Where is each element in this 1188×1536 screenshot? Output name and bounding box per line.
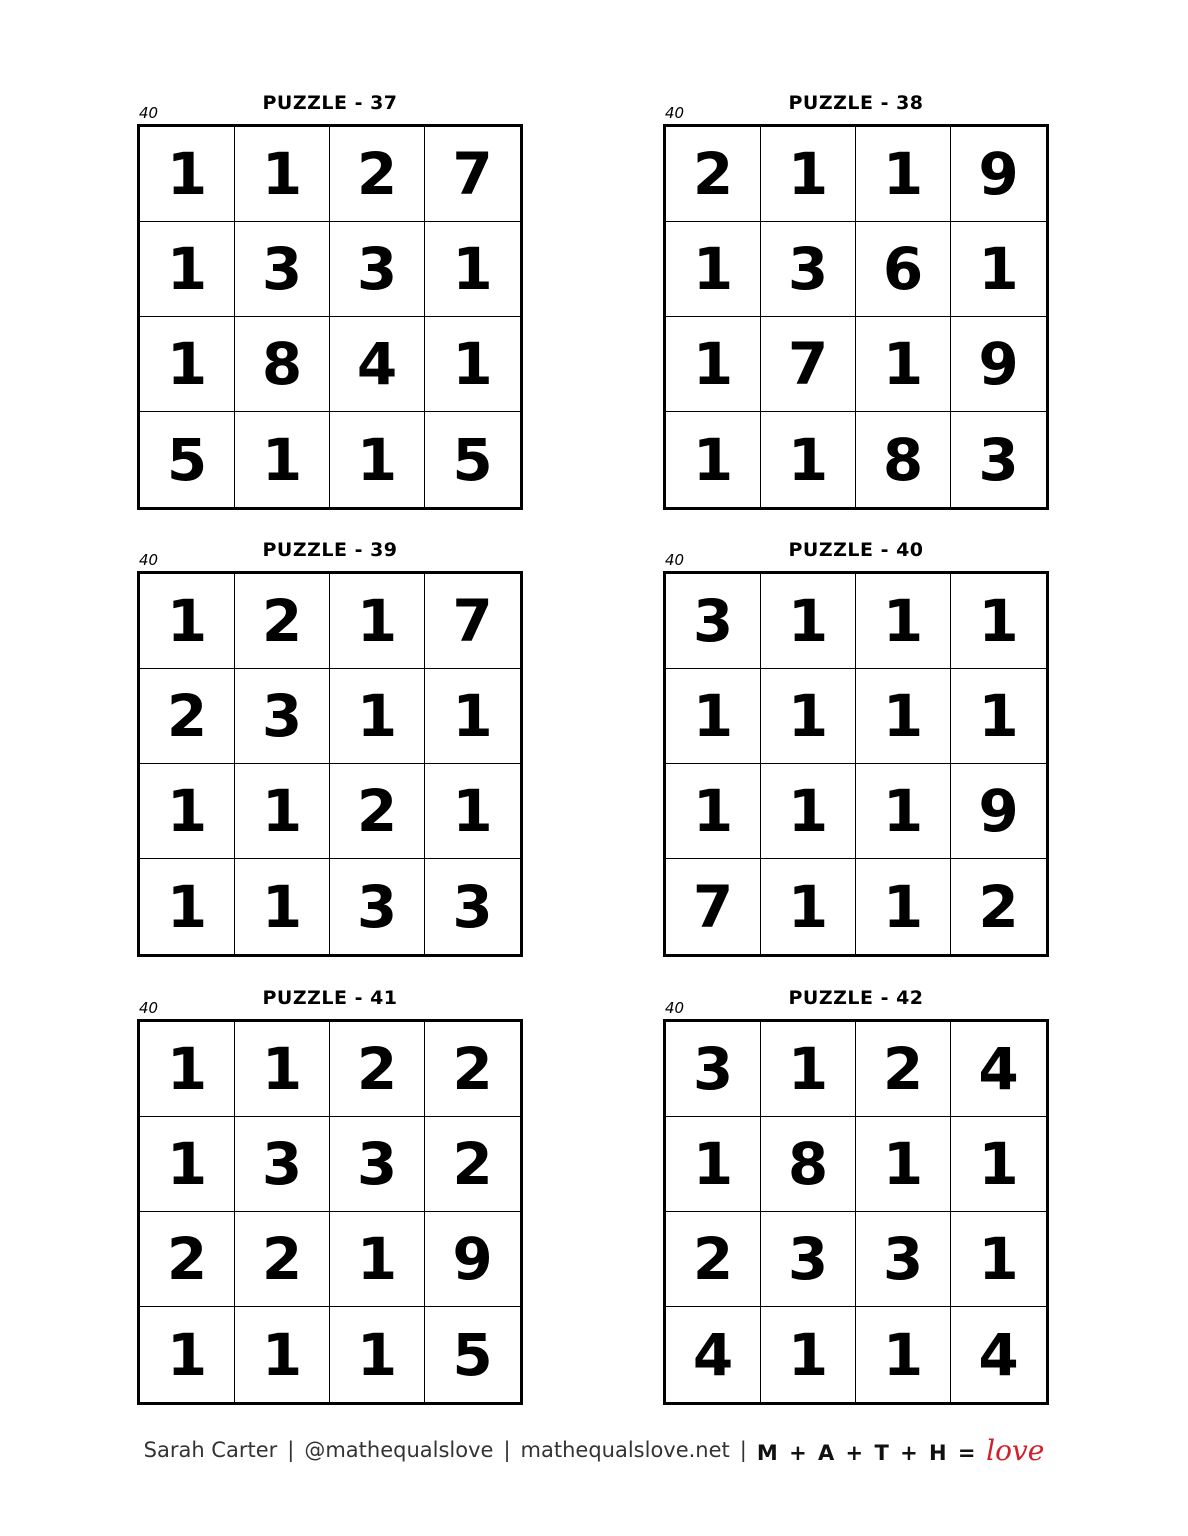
brand-love-text: love <box>986 1433 1045 1467</box>
grid-cell: 2 <box>330 1022 425 1117</box>
grid-cell: 1 <box>330 574 425 669</box>
grid-cell: 1 <box>856 669 951 764</box>
grid-cell: 1 <box>235 1022 330 1117</box>
grid-cell: 2 <box>978 872 1019 941</box>
footer-separator: | <box>739 1438 747 1462</box>
grid-cell: 1 <box>235 1307 330 1402</box>
grid-cell: 3 <box>330 222 425 317</box>
grid-cell: 2 <box>425 1022 520 1117</box>
grid-cell: 7 <box>425 127 520 222</box>
grid-cell: 2 <box>330 764 425 859</box>
grid-cell: 4 <box>330 317 425 412</box>
grid-cell: 5 <box>140 412 235 507</box>
grid-cell: 1 <box>666 412 761 507</box>
puzzle-grid <box>137 571 523 957</box>
grid-cell: 1 <box>140 317 235 412</box>
grid-cell: 4 <box>951 1022 1046 1117</box>
grid-cell: 2 <box>330 127 425 222</box>
grid-cell: 1 <box>666 222 761 317</box>
puzzle-title: PUZZLE - 41 <box>262 987 398 1009</box>
grid-cell: 1 <box>951 1117 1046 1212</box>
grid-cell: 2 <box>856 1022 951 1117</box>
puzzle-card <box>663 987 1049 1407</box>
grid-cell: 1 <box>951 574 1046 669</box>
grid-cell: 7 <box>761 317 856 412</box>
puzzle-target-number: 40 <box>139 551 159 569</box>
grid-cell: 1 <box>951 1212 1046 1307</box>
grid-cell: 3 <box>330 1117 425 1212</box>
grid-cell: 1 <box>425 669 520 764</box>
puzzle-grid <box>663 124 1049 510</box>
grid-cell: 1 <box>235 859 330 954</box>
grid-cell: 2 <box>140 1212 235 1307</box>
puzzle-target-number: 40 <box>665 104 685 122</box>
grid-cell: 1 <box>951 669 1046 764</box>
puzzle-grid <box>137 1019 523 1405</box>
grid-cell: 3 <box>761 222 856 317</box>
grid-cell: 1 <box>330 1307 425 1402</box>
puzzle-title: PUZZLE - 38 <box>788 92 924 114</box>
puzzle-grid <box>663 1019 1049 1405</box>
grid-cell: 1 <box>856 1307 951 1402</box>
brand-logo <box>757 1434 1045 1467</box>
grid-cell: 9 <box>951 317 1046 412</box>
puzzle-card <box>137 92 523 512</box>
grid-cell: 7 <box>425 574 520 669</box>
grid-cell: 1 <box>856 1117 951 1212</box>
footer-separator: | <box>503 1438 511 1462</box>
grid-cell: 4 <box>978 1320 1019 1389</box>
puzzle-grid <box>663 571 1049 957</box>
grid-cell: 2 <box>666 1212 761 1307</box>
grid-cell: 1 <box>235 127 330 222</box>
grid-cell: 1 <box>140 1117 235 1212</box>
grid-cell: 8 <box>856 412 951 507</box>
grid-cell: 9 <box>951 764 1046 859</box>
grid-cell: 1 <box>140 859 235 954</box>
grid-cell: 1 <box>425 317 520 412</box>
grid-cell: 2 <box>235 574 330 669</box>
puzzle-card <box>663 539 1049 959</box>
grid-cell: 3 <box>452 872 493 941</box>
grid-cell: 1 <box>425 222 520 317</box>
grid-cell: 1 <box>761 669 856 764</box>
grid-cell: 1 <box>140 574 235 669</box>
grid-cell: 1 <box>666 669 761 764</box>
grid-cell: 9 <box>951 127 1046 222</box>
puzzle-card <box>137 539 523 959</box>
footer-handle: @mathequalslove <box>304 1438 494 1462</box>
puzzle-target-number: 40 <box>139 104 159 122</box>
grid-cell: 1 <box>140 764 235 859</box>
grid-cell: 1 <box>761 574 856 669</box>
grid-cell: 4 <box>666 1307 761 1402</box>
grid-cell: 3 <box>330 859 425 954</box>
footer-separator: | <box>287 1438 295 1462</box>
grid-cell: 1 <box>235 412 330 507</box>
grid-cell: 1 <box>666 764 761 859</box>
grid-cell: 1 <box>666 1117 761 1212</box>
footer-site: mathequalslove.net <box>520 1438 730 1462</box>
grid-cell: 1 <box>330 412 425 507</box>
grid-cell: 1 <box>761 1022 856 1117</box>
grid-cell: 1 <box>330 1212 425 1307</box>
grid-cell: 5 <box>452 1320 493 1389</box>
puzzle-title: PUZZLE - 39 <box>262 539 398 561</box>
grid-cell: 1 <box>761 1307 856 1402</box>
puzzle-card <box>137 987 523 1407</box>
grid-cell: 2 <box>425 1117 520 1212</box>
grid-cell: 1 <box>330 669 425 764</box>
grid-cell: 3 <box>666 1022 761 1117</box>
grid-cell: 1 <box>761 859 856 954</box>
puzzle-title: PUZZLE - 37 <box>262 92 398 114</box>
grid-cell: 2 <box>140 669 235 764</box>
grid-cell: 1 <box>140 127 235 222</box>
puzzle-grid <box>137 124 523 510</box>
puzzle-target-number: 40 <box>665 551 685 569</box>
grid-cell: 9 <box>425 1212 520 1307</box>
grid-cell: 3 <box>978 425 1019 494</box>
grid-cell: 1 <box>951 222 1046 317</box>
grid-cell: 2 <box>235 1212 330 1307</box>
brand-math-text: M + A + T + H = <box>756 1440 978 1465</box>
grid-cell: 1 <box>761 127 856 222</box>
grid-cell: 1 <box>140 1307 235 1402</box>
grid-cell: 1 <box>666 317 761 412</box>
grid-cell: 3 <box>856 1212 951 1307</box>
grid-cell: 6 <box>856 222 951 317</box>
grid-cell: 1 <box>856 764 951 859</box>
grid-cell: 2 <box>666 127 761 222</box>
grid-cell: 3 <box>235 669 330 764</box>
grid-cell: 7 <box>666 859 761 954</box>
puzzle-title: PUZZLE - 42 <box>788 987 924 1009</box>
puzzle-target-number: 40 <box>665 999 685 1017</box>
grid-cell: 1 <box>856 127 951 222</box>
grid-cell: 1 <box>140 222 235 317</box>
grid-cell: 3 <box>666 574 761 669</box>
grid-cell: 1 <box>761 412 856 507</box>
grid-cell: 1 <box>856 317 951 412</box>
grid-cell: 3 <box>761 1212 856 1307</box>
grid-cell: 1 <box>856 574 951 669</box>
grid-cell: 8 <box>235 317 330 412</box>
grid-cell: 1 <box>425 764 520 859</box>
footer-author: Sarah Carter <box>143 1438 278 1462</box>
grid-cell: 3 <box>235 222 330 317</box>
grid-cell: 8 <box>761 1117 856 1212</box>
puzzle-title: PUZZLE - 40 <box>788 539 924 561</box>
puzzle-target-number: 40 <box>139 999 159 1017</box>
grid-cell: 1 <box>856 859 951 954</box>
grid-cell: 1 <box>761 764 856 859</box>
grid-cell: 3 <box>235 1117 330 1212</box>
puzzle-card <box>663 92 1049 512</box>
grid-cell: 5 <box>452 425 493 494</box>
grid-cell: 1 <box>235 764 330 859</box>
footer <box>0 1430 1188 1470</box>
grid-cell: 1 <box>140 1022 235 1117</box>
